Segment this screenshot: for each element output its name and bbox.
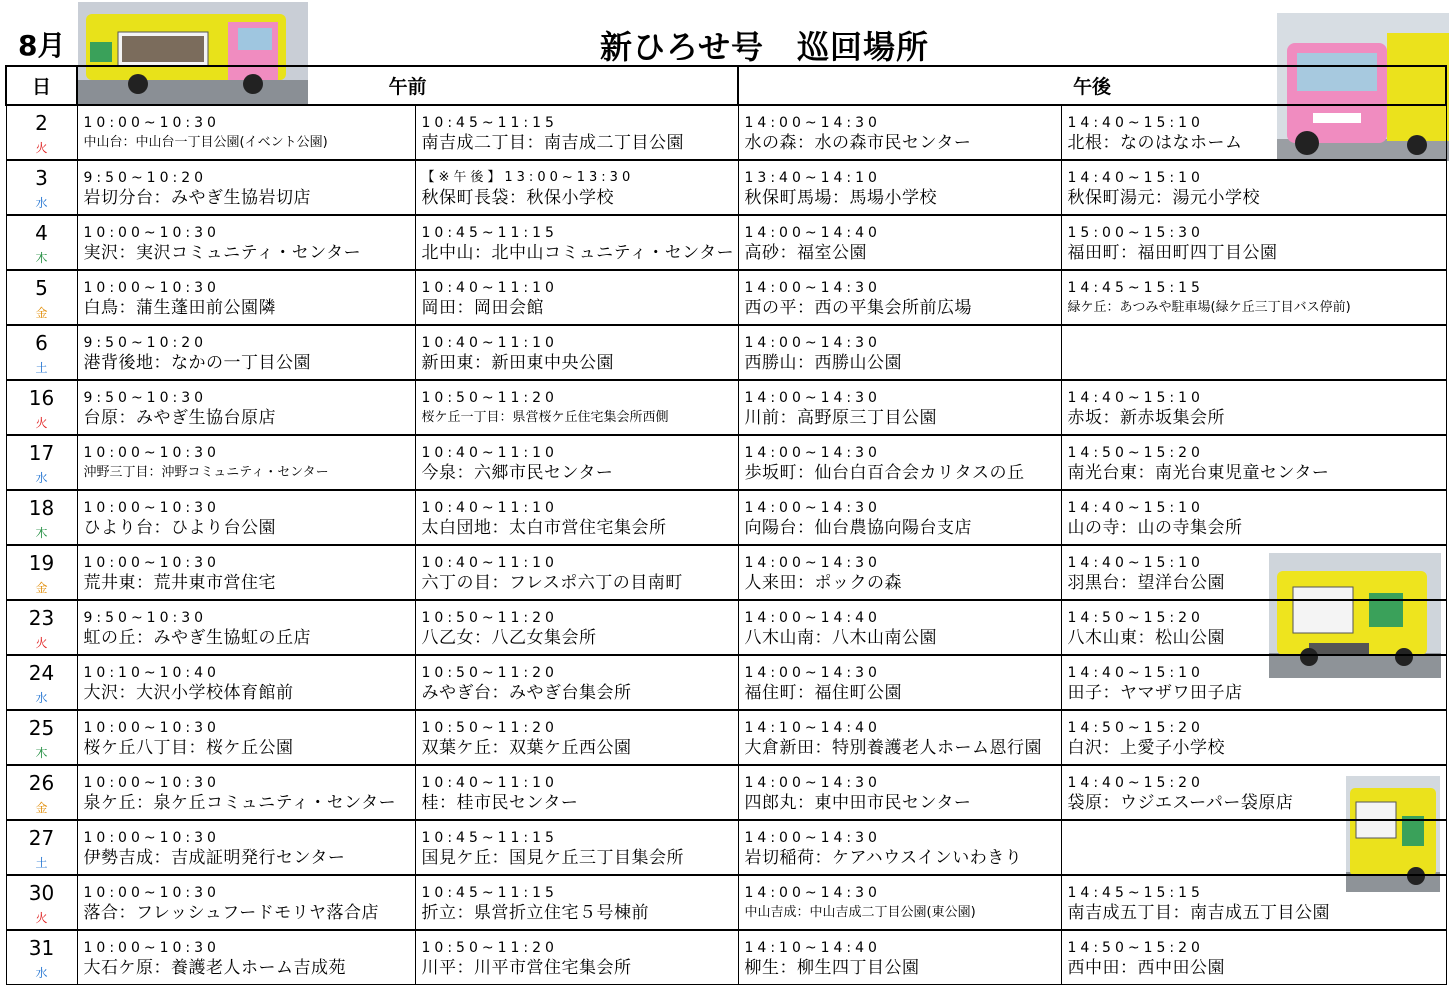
- stop-cell: [77, 215, 415, 270]
- table-row: [6, 435, 1446, 490]
- stop-place: 八乙女：八乙女集会所: [421, 628, 597, 648]
- weekday-label: 木: [35, 746, 48, 760]
- stop-place: みやぎ台：みやぎ台集会所: [421, 683, 632, 703]
- weekday-label: 火: [35, 636, 48, 650]
- stop-time: 10:10~10:40: [83, 665, 220, 681]
- stop-place: ひより台：ひより台公園: [83, 518, 276, 538]
- stop-place: 西の平：西の平集会所前広場: [744, 298, 973, 318]
- stop-time: 13:40~14:10: [744, 170, 881, 186]
- day-number: 16: [28, 386, 55, 410]
- stop-place: 泉ケ丘：泉ケ丘コミュニティ・センター: [83, 793, 397, 813]
- stop-time: 14:00~14:40: [744, 610, 881, 626]
- stop-time: 10:00~10:30: [83, 775, 220, 791]
- table-row: [6, 930, 1446, 985]
- stop-cell: [738, 820, 1061, 875]
- day-cell: [6, 325, 77, 380]
- stop-cell: [738, 710, 1061, 765]
- day-number: 23: [28, 606, 55, 630]
- stop-place: 岡田：岡田会館: [421, 298, 544, 318]
- day-cell: [6, 765, 77, 820]
- stop-cell: [415, 820, 738, 875]
- stop-place: 南光台東：南光台東児童センター: [1067, 463, 1330, 483]
- stop-place: 落合：フレッシュフードモリヤ落合店: [83, 903, 379, 923]
- stop-time: 14:00~14:30: [744, 115, 881, 131]
- stop-time: 14:50~15:20: [1067, 940, 1204, 956]
- stop-cell: [1061, 600, 1446, 655]
- stop-cell: [1061, 435, 1446, 490]
- stop-cell: [738, 655, 1061, 710]
- stop-cell: [415, 930, 738, 985]
- day-number: 17: [28, 441, 55, 465]
- stop-cell: [738, 435, 1061, 490]
- day-number: 30: [28, 881, 55, 905]
- stop-cell: [1061, 325, 1446, 380]
- day-number: 27: [28, 826, 55, 850]
- stop-time: 10:00~10:30: [83, 280, 220, 296]
- stop-place: 柳生：柳生四丁目公園: [744, 958, 920, 978]
- stop-time: 14:40~15:10: [1067, 665, 1204, 681]
- header-am: 午前: [77, 66, 738, 105]
- stop-time: 14:00~14:30: [744, 445, 881, 461]
- stop-time: [1068, 829, 1446, 847]
- stop-place: 人来田：ポックの森: [744, 573, 903, 593]
- stop-cell: [1061, 875, 1446, 930]
- stop-cell: [1061, 270, 1446, 325]
- day-cell: [6, 600, 77, 655]
- stop-time: 10:40~11:10: [421, 335, 558, 351]
- day-number: 5: [35, 276, 48, 300]
- stop-place: 白鳥：蒲生蓬田前公園隣: [83, 298, 276, 318]
- day-number: 31: [28, 936, 55, 960]
- stop-time: 10:40~11:10: [421, 775, 558, 791]
- stop-place: 岩切分台：みやぎ生協岩切店: [83, 188, 311, 208]
- stop-place: 向陽台：仙台農協向陽台支店: [744, 518, 973, 538]
- stop-cell: [738, 875, 1061, 930]
- stop-cell: [1061, 820, 1446, 875]
- stop-time: 10:00~10:30: [83, 720, 220, 736]
- stop-time: 10:00~10:30: [83, 115, 220, 131]
- stop-place: 北根：なのはなホーム: [1067, 133, 1243, 153]
- month-label: 8月: [18, 29, 66, 62]
- stop-cell: [738, 160, 1061, 215]
- stop-time: 10:40~11:10: [421, 500, 558, 516]
- stop-time: 14:00~14:40: [744, 225, 881, 241]
- stop-time: 14:00~14:30: [744, 280, 881, 296]
- stop-place: 八木山南：八木山南公園: [744, 628, 938, 648]
- table-row: [6, 600, 1446, 655]
- stop-place: 四郎丸：東中田市民センター: [744, 793, 972, 813]
- header-day: 日: [6, 66, 77, 105]
- stop-cell: [1061, 710, 1446, 765]
- stop-cell: [77, 820, 415, 875]
- stop-place: 今泉：六郷市民センター: [421, 463, 614, 483]
- stop-time: 14:40~15:10: [1067, 555, 1204, 571]
- day-number: 19: [28, 551, 55, 575]
- stop-time: 14:40~15:10: [1067, 170, 1204, 186]
- stop-place: 西勝山：西勝山公園: [744, 353, 903, 373]
- stop-cell: [738, 765, 1061, 820]
- stop-time: 14:50~15:20: [1067, 610, 1204, 626]
- stop-cell: [1061, 765, 1446, 820]
- day-cell: [6, 655, 77, 710]
- stop-place: 北中山：北中山コミュニティ・センター: [421, 243, 735, 263]
- stop-place: 川前：高野原三丁目公園: [744, 408, 938, 428]
- day-cell: [6, 270, 77, 325]
- day-cell: [6, 820, 77, 875]
- stop-cell: [77, 490, 415, 545]
- stop-place: 大沢：大沢小学校体育館前: [83, 683, 294, 703]
- stop-time: 10:00~10:30: [83, 500, 220, 516]
- stop-cell: [1061, 930, 1446, 985]
- stop-place: 桂：桂市民センター: [421, 793, 579, 813]
- stop-cell: [77, 545, 415, 600]
- stop-cell: [738, 105, 1061, 160]
- weekday-label: 水: [35, 966, 48, 980]
- stop-place: 港背後地：なかの一丁目公園: [83, 353, 311, 373]
- stop-cell: [415, 765, 738, 820]
- stop-cell: [1061, 160, 1446, 215]
- stop-time: 14:00~14:30: [744, 665, 881, 681]
- stop-place: 南吉成五丁目：南吉成五丁目公園: [1067, 903, 1331, 923]
- stop-cell: [77, 875, 415, 930]
- stop-cell: [415, 710, 738, 765]
- stop-place: 袋原：ウジエスーパー袋原店: [1067, 793, 1294, 813]
- stop-place: 秋保町長袋：秋保小学校: [421, 188, 614, 208]
- stop-place: 国見ケ丘：国見ケ丘三丁目集会所: [421, 848, 684, 868]
- stop-time: 10:45~11:15: [421, 885, 558, 901]
- stop-time: 10:45~11:15: [421, 225, 558, 241]
- stop-cell: [415, 380, 738, 435]
- weekday-label: 水: [35, 691, 48, 705]
- stop-place: 折立：県営折立住宅５号棟前: [421, 903, 649, 923]
- stop-cell: [1061, 215, 1446, 270]
- stop-time: 14:40~15:10: [1067, 500, 1204, 516]
- day-number: 26: [28, 771, 55, 795]
- stop-time: 14:00~14:30: [744, 390, 881, 406]
- stop-time: 14:00~14:30: [744, 775, 881, 791]
- stop-time: 10:40~11:10: [421, 445, 558, 461]
- table-row: [6, 270, 1446, 325]
- stop-cell: [1061, 655, 1446, 710]
- day-cell: [6, 875, 77, 930]
- stop-cell: [738, 930, 1061, 985]
- stop-cell: [77, 325, 415, 380]
- stop-time: 14:00~14:30: [744, 335, 881, 351]
- stop-place: 羽黒台：望洋台公園: [1067, 573, 1226, 593]
- stop-place: 山の寺：山の寺集会所: [1067, 518, 1243, 538]
- day-cell: [6, 105, 77, 160]
- stop-time: 14:00~14:30: [744, 500, 881, 516]
- day-number: 25: [28, 716, 55, 740]
- stop-place: 大石ケ原：養護老人ホーム吉成苑: [83, 958, 346, 978]
- day-cell: [6, 490, 77, 545]
- stop-cell: [1061, 380, 1446, 435]
- stop-time: 9:50~10:20: [83, 170, 208, 186]
- stop-cell: [738, 600, 1061, 655]
- table-row: [6, 765, 1446, 820]
- stop-place: 高砂：福室公園: [744, 243, 868, 263]
- stop-time: 10:50~11:20: [421, 665, 558, 681]
- table-row: [6, 380, 1446, 435]
- stop-time: 10:00~10:30: [83, 830, 220, 846]
- day-number: 24: [28, 661, 55, 685]
- stop-cell: [415, 215, 738, 270]
- stop-place: 秋保町湯元：湯元小学校: [1067, 188, 1261, 208]
- stop-time: 9:50~10:30: [83, 610, 208, 626]
- table-row: [6, 325, 1446, 380]
- stop-time: 10:00~10:30: [83, 225, 220, 241]
- header-pm: 午後: [738, 66, 1446, 105]
- stop-cell: [738, 490, 1061, 545]
- stop-time: 10:40~11:10: [421, 555, 558, 571]
- stop-cell: [415, 545, 738, 600]
- stop-time: 10:00~10:30: [83, 885, 220, 901]
- stop-time: 10:00~10:30: [83, 555, 220, 571]
- day-number: 2: [35, 111, 48, 135]
- stop-time: 14:00~14:30: [744, 830, 881, 846]
- day-cell: [6, 380, 77, 435]
- weekday-label: 土: [35, 361, 48, 375]
- day-cell: [6, 545, 77, 600]
- stop-time: 10:50~11:20: [421, 940, 558, 956]
- table-row: [6, 820, 1446, 875]
- stop-cell: [738, 325, 1061, 380]
- stop-place: 桜ケ丘八丁目：桜ケ丘公園: [83, 738, 294, 758]
- stop-place: 中山吉成：中山吉成二丁目公園(東公園): [744, 905, 976, 920]
- stop-time: 14:40~15:10: [1067, 390, 1204, 406]
- stop-cell: [77, 435, 415, 490]
- weekday-label: 木: [35, 251, 48, 265]
- stop-cell: [77, 600, 415, 655]
- stop-time: 14:40~15:10: [1067, 115, 1204, 131]
- stop-time: 15:00~15:30: [1067, 225, 1204, 241]
- stop-place: 大倉新田：特別養護老人ホーム恩行園: [744, 738, 1043, 758]
- stop-time: 10:50~11:20: [421, 720, 558, 736]
- stop-place: 川平：川平市営住宅集会所: [421, 958, 632, 978]
- stop-cell: [415, 655, 738, 710]
- table-row: [6, 545, 1446, 600]
- stop-cell: [415, 160, 738, 215]
- stop-place: 西中田：西中田公園: [1067, 958, 1226, 978]
- day-number: 3: [35, 166, 48, 190]
- stop-place: 太白団地：太白市営住宅集会所: [421, 518, 667, 538]
- weekday-label: 火: [35, 911, 48, 925]
- stop-cell: [738, 270, 1061, 325]
- day-cell: [6, 930, 77, 985]
- stop-cell: [77, 160, 415, 215]
- day-cell: [6, 435, 77, 490]
- stop-place: 伊勢吉成：吉成証明発行センター: [83, 848, 346, 868]
- stop-cell: [738, 545, 1061, 600]
- weekday-label: 金: [35, 306, 48, 320]
- stop-time: 14:50~15:20: [1067, 720, 1204, 736]
- stop-time: 【※午後】13:00~13:30: [421, 170, 635, 185]
- stop-place: 南吉成二丁目：南吉成二丁目公園: [421, 133, 684, 153]
- page-title: 新ひろせ号 巡回場所: [600, 28, 930, 66]
- stop-time: 14:45~15:15: [1067, 885, 1204, 901]
- stop-place: 八木山東：松山公園: [1067, 628, 1226, 648]
- stop-time: 14:10~14:40: [744, 720, 881, 736]
- stop-place: 双葉ケ丘：双葉ケ丘西公園: [421, 738, 632, 758]
- table-row: [6, 710, 1446, 765]
- stop-time: 14:00~14:30: [744, 555, 881, 571]
- day-cell: [6, 160, 77, 215]
- stop-place: 新田東：新田東中央公園: [421, 353, 614, 373]
- day-number: 4: [35, 221, 48, 245]
- stop-cell: [77, 710, 415, 765]
- stop-cell: [77, 655, 415, 710]
- stop-place: 水の森：水の森市民センター: [744, 133, 972, 153]
- day-cell: [6, 710, 77, 765]
- stop-cell: [738, 215, 1061, 270]
- stop-place: 歩坂町：仙台白百合会カリタスの丘: [744, 463, 1025, 483]
- stop-time: 9:50~10:20: [83, 335, 208, 351]
- stop-cell: [77, 930, 415, 985]
- stop-time: 10:50~11:20: [421, 610, 558, 626]
- stop-cell: [77, 105, 415, 160]
- weekday-label: 火: [35, 141, 48, 155]
- stop-time: 10:00~10:30: [83, 940, 220, 956]
- stop-place: 沖野三丁目：沖野コミュニティ・センター: [83, 465, 329, 480]
- stop-cell: [738, 380, 1061, 435]
- day-number: 6: [35, 331, 48, 355]
- stop-time: 14:45~15:15: [1067, 280, 1204, 296]
- stop-time: 14:00~14:30: [744, 885, 881, 901]
- stop-cell: [77, 380, 415, 435]
- weekday-label: 火: [35, 416, 48, 430]
- table-row: [6, 215, 1446, 270]
- stop-cell: [415, 270, 738, 325]
- table-row: [6, 655, 1446, 710]
- table-row: [6, 875, 1446, 930]
- stop-time: 10:45~11:15: [421, 115, 558, 131]
- stop-cell: [415, 875, 738, 930]
- stop-place: 福住町：福住町公園: [744, 683, 903, 703]
- stop-place: 緑ケ丘：あつみや駐車場(緑ケ丘三丁目バス停前): [1067, 300, 1351, 315]
- weekday-label: 金: [35, 801, 48, 815]
- table-row: [6, 160, 1446, 215]
- stop-time: 10:00~10:30: [83, 445, 220, 461]
- stop-place: 田子：ヤマザワ田子店: [1067, 683, 1243, 703]
- stop-place: 台原：みやぎ生協台原店: [83, 408, 276, 428]
- stop-place: 桜ケ丘一丁目：県営桜ケ丘住宅集会所西側: [421, 410, 669, 425]
- stop-time: [1068, 334, 1446, 352]
- schedule-table: [5, 65, 1447, 985]
- stop-time: 14:50~15:20: [1067, 445, 1204, 461]
- table-header-row: [6, 66, 1446, 105]
- weekday-label: 土: [35, 856, 48, 870]
- weekday-label: 水: [35, 471, 48, 485]
- table-row: [6, 105, 1446, 160]
- stop-place: 中山台：中山台一丁目公園(イベント公園): [83, 135, 328, 150]
- stop-place: 秋保町馬場：馬場小学校: [744, 188, 938, 208]
- stop-time: 14:40~15:20: [1067, 775, 1204, 791]
- weekday-label: 水: [35, 196, 48, 210]
- stop-cell: [415, 105, 738, 160]
- weekday-label: 木: [35, 526, 48, 540]
- stop-place: 白沢：上愛子小学校: [1067, 738, 1226, 758]
- stop-cell: [415, 435, 738, 490]
- stop-place: 六丁の目：フレスポ六丁の目南町: [421, 573, 683, 593]
- stop-time: 10:50~11:20: [421, 390, 558, 406]
- stop-place: 荒井東：荒井東市営住宅: [83, 573, 276, 593]
- stop-cell: [1061, 490, 1446, 545]
- stop-time: 9:50~10:30: [83, 390, 208, 406]
- stop-cell: [415, 490, 738, 545]
- stop-place: 虹の丘：みやぎ生協虹の丘店: [83, 628, 311, 648]
- stop-cell: [1061, 105, 1446, 160]
- stop-cell: [77, 765, 415, 820]
- stop-time: 14:10~14:40: [744, 940, 881, 956]
- stop-place: 赤坂：新赤坂集会所: [1067, 408, 1226, 428]
- day-cell: [6, 215, 77, 270]
- stop-cell: [415, 325, 738, 380]
- stop-cell: [1061, 545, 1446, 600]
- table-row: [6, 490, 1446, 545]
- stop-cell: [77, 270, 415, 325]
- stop-time: 10:45~11:15: [421, 830, 558, 846]
- stop-place: 岩切稲荷：ケアハウスインいわきり: [744, 848, 1023, 868]
- stop-place: 福田町：福田町四丁目公園: [1067, 243, 1278, 263]
- stop-time: 10:40~11:10: [421, 280, 558, 296]
- stop-cell: [415, 600, 738, 655]
- day-number: 18: [28, 496, 55, 520]
- stop-place: 実沢：実沢コミュニティ・センター: [83, 243, 362, 263]
- weekday-label: 金: [35, 581, 48, 595]
